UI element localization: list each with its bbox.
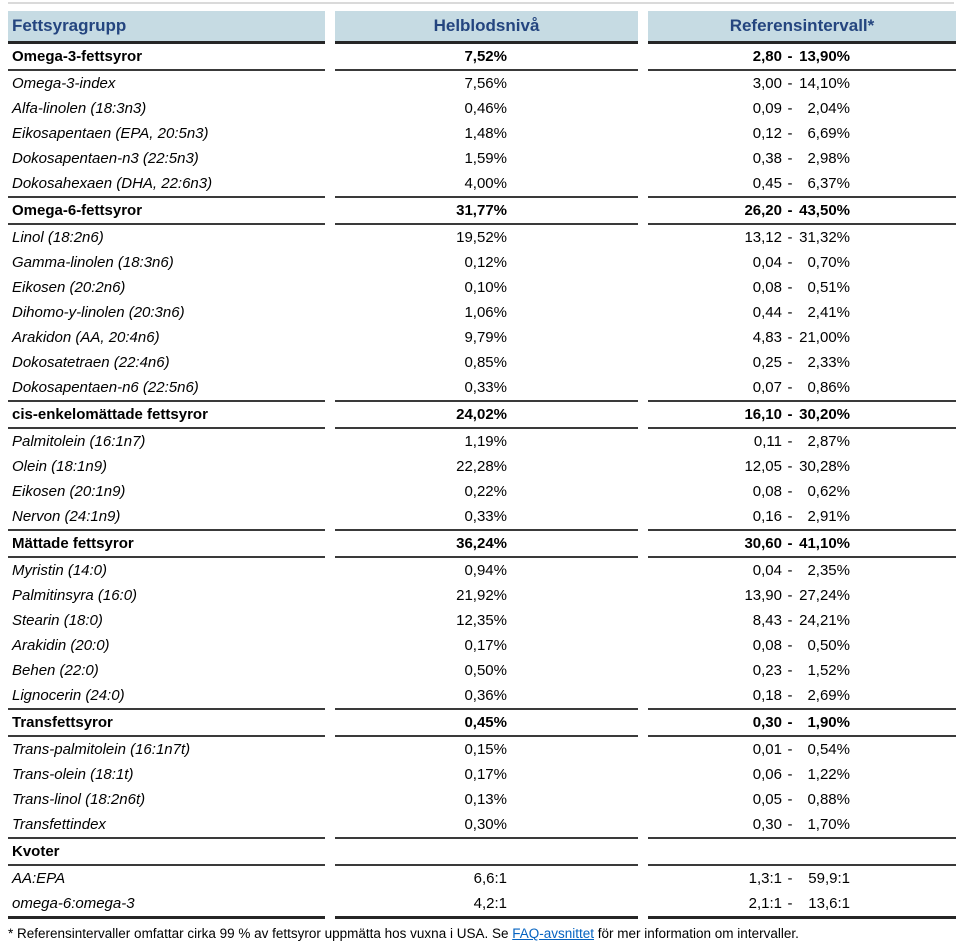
fatty-acid-name-cell: Dokosapentaen-n6 (22:5n6) (12, 379, 199, 396)
blood-level-cell: 0,50% (464, 662, 507, 679)
reference-interval-cell: 8,43 - 24,21% (752, 612, 850, 629)
top-divider (8, 2, 954, 4)
item-row (8, 250, 956, 275)
blood-level-cell: 0,30% (464, 816, 507, 833)
blood-level-cell: 1,48% (464, 125, 507, 142)
column-header-referensintervall: Referensintervall* (648, 11, 956, 44)
item-row (8, 891, 956, 919)
fatty-acid-name-cell: Linol (18:2n6) (12, 229, 104, 246)
fatty-acid-name-cell: cis-enkelomättade fettsyror (8, 400, 325, 429)
fatty-acid-name-cell: AA:EPA (12, 870, 66, 887)
fatty-acid-name-cell: Mättade fettsyror (8, 529, 325, 558)
reference-interval-cell: 0,08 - 0,62% (752, 483, 850, 500)
fatty-acid-name-cell: Nervon (24:1n9) (12, 508, 121, 525)
item-row (8, 96, 956, 121)
group-row (8, 529, 956, 558)
item-row (8, 683, 956, 708)
reference-interval-cell: 1,3:1 - 59,9:1 (748, 870, 850, 887)
reference-interval-cell: 0,04 - 0,70% (752, 254, 850, 271)
reference-interval-cell: 0,08 - 0,51% (752, 279, 850, 296)
blood-level-cell: 0,33% (464, 508, 507, 525)
fatty-acid-name-cell: Dokosatetraen (22:4n6) (12, 354, 170, 371)
reference-interval-cell: 4,83 - 21,00% (752, 329, 850, 346)
fatty-acid-name-cell: Dihomo-y-linolen (20:3n6) (12, 304, 185, 321)
blood-level-cell: 0,17% (464, 637, 507, 654)
reference-interval-cell: 0,12 - 6,69% (752, 125, 850, 142)
blood-level-cell: 7,56% (464, 75, 507, 92)
reference-interval-cell: 0,04 - 2,35% (752, 562, 850, 579)
fatty-acid-name-cell: Lignocerin (24:0) (12, 687, 125, 704)
fatty-acid-name-cell: Palmitolein (16:1n7) (12, 433, 146, 450)
item-row (8, 146, 956, 171)
blood-level-cell: 22,28% (456, 458, 507, 475)
reference-interval-cell: 0,01 - 0,54% (752, 741, 850, 758)
reference-interval-cell: 26,20 - 43,50% (648, 196, 956, 225)
item-row (8, 787, 956, 812)
reference-interval-cell: 12,05 - 30,28% (744, 458, 850, 475)
blood-level-cell: 4,00% (464, 175, 507, 192)
reference-interval-cell: 0,18 - 2,69% (752, 687, 850, 704)
blood-level-cell: 0,22% (464, 483, 507, 500)
blood-level-cell: 9,79% (464, 329, 507, 346)
blood-level-cell: 4,2:1 (335, 891, 638, 919)
item-row (8, 633, 956, 658)
group-row (8, 837, 956, 866)
blood-level-cell: 31,77% (335, 196, 638, 225)
item-row (8, 583, 956, 608)
footnote-text-after: för mer information om intervaller. (594, 926, 799, 941)
fatty-acid-name-cell: Eikosapentaen (EPA, 20:5n3) (12, 125, 209, 142)
blood-level-cell: 1,19% (464, 433, 507, 450)
fatty-acid-name-cell: Trans-olein (18:1t) (12, 766, 134, 783)
group-row (8, 400, 956, 429)
column-header-helblodsniva: Helblodsnivå (335, 11, 638, 44)
reference-interval-cell: 2,80 - 13,90% (648, 44, 956, 71)
item-row (8, 658, 956, 683)
fatty-acid-name-cell: Transfettindex (12, 816, 106, 833)
item-row (8, 275, 956, 300)
fatty-acid-name-cell: Eikosen (20:2n6) (12, 279, 126, 296)
reference-interval-cell: 0,23 - 1,52% (752, 662, 850, 679)
fatty-acid-name-cell: Palmitinsyra (16:0) (12, 587, 138, 604)
blood-level-cell: 0,33% (464, 379, 507, 396)
reference-interval-cell: 0,45 - 6,37% (752, 175, 850, 192)
reference-interval-cell: 16,10 - 30,20% (648, 400, 956, 429)
blood-level-cell: 36,24% (335, 529, 638, 558)
fatty-acid-name-cell: omega-6:omega-3 (8, 891, 325, 919)
item-row (8, 429, 956, 454)
item-row (8, 300, 956, 325)
blood-level-cell: 0,12% (464, 254, 507, 271)
item-row (8, 479, 956, 504)
reference-interval-cell: 0,11 - 2,87% (753, 433, 850, 450)
fatty-acid-name-cell: Olein (18:1n9) (12, 458, 108, 475)
item-row (8, 812, 956, 837)
reference-interval-cell: 3,00 - 14,10% (752, 75, 850, 92)
blood-level-cell: 12,35% (456, 612, 507, 629)
reference-interval-cell: 13,90 - 27,24% (744, 587, 850, 604)
fatty-acid-name-cell: Dokosahexaen (DHA, 22:6n3) (12, 175, 213, 192)
reference-interval-cell: 0,06 - 1,22% (752, 766, 850, 783)
fatty-acid-name-cell: Stearin (18:0) (12, 612, 103, 629)
blood-level-cell: 0,13% (464, 791, 507, 808)
footnote-text-before: * Referensintervaller omfattar cirka 99 % av fettsyror uppmätta hos vuxna i USA. Se (8, 926, 513, 941)
blood-level-cell (335, 837, 638, 866)
reference-interval-cell: 0,44 - 2,41% (752, 304, 850, 321)
item-row (8, 71, 956, 96)
item-row (8, 558, 956, 583)
blood-level-cell: 1,59% (464, 150, 507, 167)
group-row (8, 196, 956, 225)
item-row (8, 171, 956, 196)
fatty-acid-name-cell: Alfa-linolen (18:3n3) (12, 100, 147, 117)
fatty-acid-name-cell: Dokosapentaen-n3 (22:5n3) (12, 150, 199, 167)
fatty-acid-name-cell: Eikosen (20:1n9) (12, 483, 126, 500)
fatty-acid-name-cell: Omega-6-fettsyror (8, 196, 325, 225)
fatty-acid-name-cell: Arakidin (20:0) (12, 637, 110, 654)
reference-interval-cell (648, 837, 956, 866)
blood-level-cell: 24,02% (335, 400, 638, 429)
blood-level-cell: 0,36% (464, 687, 507, 704)
reference-interval-cell: 0,05 - 0,88% (752, 791, 850, 808)
item-row (8, 350, 956, 375)
reference-interval-cell: 0,30 - 1,70% (752, 816, 850, 833)
item-row (8, 737, 956, 762)
blood-level-cell: 0,17% (464, 766, 507, 783)
reference-interval-cell: 0,38 - 2,98% (752, 150, 850, 167)
group-row (8, 708, 956, 737)
blood-level-cell: 6,6:1 (473, 870, 507, 887)
blood-level-cell: 0,85% (464, 354, 507, 371)
blood-level-cell: 1,06% (464, 304, 507, 321)
reference-interval-cell: 0,16 - 2,91% (752, 508, 850, 525)
item-row (8, 866, 956, 891)
fatty-acid-name-cell: Transfettsyror (8, 708, 325, 737)
reference-interval-cell: 0,07 - 0,86% (752, 379, 850, 396)
blood-level-cell: 0,15% (464, 741, 507, 758)
blood-level-cell: 0,10% (464, 279, 507, 296)
item-row (8, 608, 956, 633)
group-row (8, 44, 956, 71)
item-row (8, 454, 956, 479)
table-header (8, 11, 956, 44)
table-body (8, 44, 956, 919)
blood-level-cell: 7,52% (335, 44, 638, 71)
item-row (8, 375, 956, 400)
fatty-acid-name-cell: Trans-linol (18:2n6t) (12, 791, 146, 808)
fatty-acid-name-cell: Omega-3-index (12, 75, 116, 92)
reference-interval-cell: 0,08 - 0,50% (752, 637, 850, 654)
reference-interval-cell: 0,30 - 1,90% (648, 708, 956, 737)
fatty-acid-name-cell: Myristin (14:0) (12, 562, 108, 579)
blood-level-cell: 19,52% (456, 229, 507, 246)
fatty-acid-name-cell: Trans-palmitolein (16:1n7t) (12, 741, 191, 758)
reference-interval-cell: 0,25 - 2,33% (752, 354, 850, 371)
reference-interval-cell: 13,12 - 31,32% (744, 229, 850, 246)
blood-level-cell: 0,94% (464, 562, 507, 579)
fatty-acid-name-cell: Arakidon (AA, 20:4n6) (12, 329, 160, 346)
fatty-acid-name-cell: Omega-3-fettsyror (8, 44, 325, 71)
reference-interval-cell: 2,1:1 - 13,6:1 (648, 891, 956, 919)
item-row (8, 121, 956, 146)
header-row (8, 11, 956, 44)
footnote (8, 926, 974, 941)
item-row (8, 762, 956, 787)
fatty-acid-name-cell: Gamma-linolen (18:3n6) (12, 254, 174, 271)
blood-level-cell: 0,45% (335, 708, 638, 737)
item-row (8, 225, 956, 250)
fatty-acid-results-table (0, 11, 966, 919)
reference-interval-cell: 30,60 - 41,10% (648, 529, 956, 558)
column-header-fettsyragrupp: Fettsyragrupp (8, 11, 325, 44)
fatty-acid-name-cell: Kvoter (8, 837, 325, 866)
item-row (8, 504, 956, 529)
blood-level-cell: 21,92% (456, 587, 507, 604)
item-row (8, 325, 956, 350)
faq-link[interactable]: FAQ-avsnittet (512, 926, 595, 941)
reference-interval-cell: 0,09 - 2,04% (752, 100, 850, 117)
blood-level-cell: 0,46% (464, 100, 507, 117)
fatty-acid-name-cell: Behen (22:0) (12, 662, 99, 679)
